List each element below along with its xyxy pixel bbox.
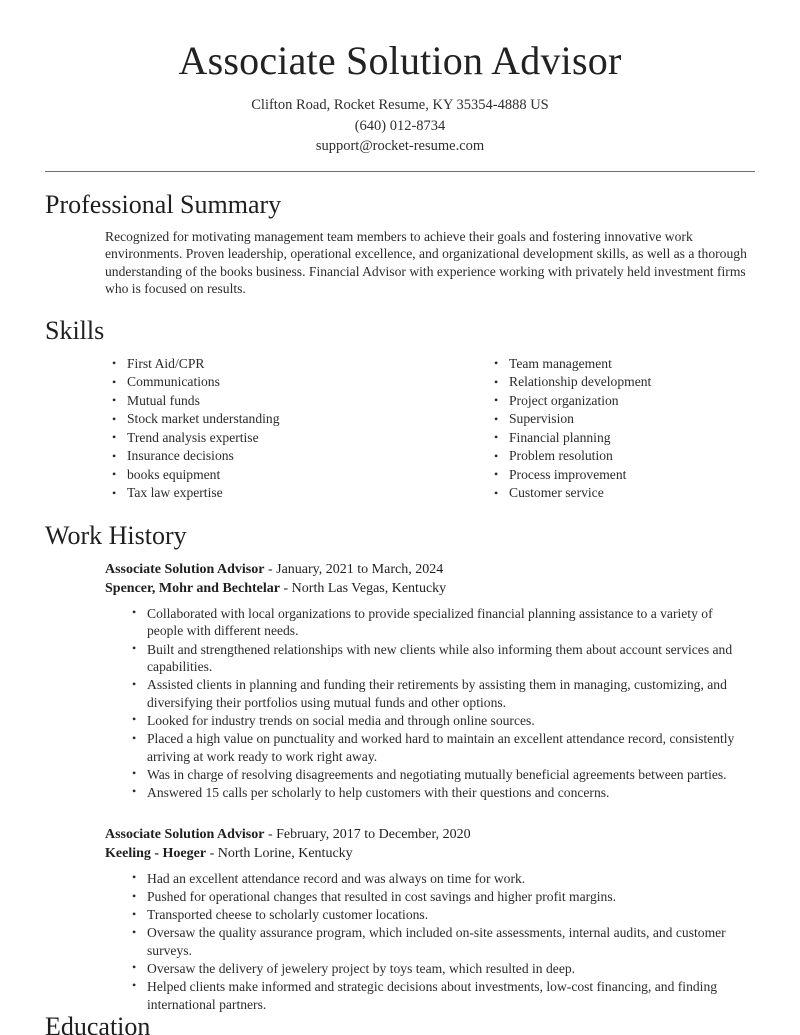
job-company: Spencer, Mohr and Bechtelar <box>105 581 280 597</box>
job-title-line <box>105 560 752 580</box>
list-item: • Relationship development <box>487 373 755 391</box>
list-item: • Oversaw the delivery of jewelery project by toys team, which resulted in deep. <box>127 960 752 978</box>
summary-body <box>45 220 755 298</box>
job-dates: February, 2017 to December, 2020 <box>276 826 471 842</box>
list-item: • Answered 15 calls per scholarly to help customers with their questions and concerns. <box>127 784 752 802</box>
job-title: Associate Solution Advisor <box>105 826 265 842</box>
job-separator: - <box>264 561 277 577</box>
list-item: • Placed a high value on punctuality and worked hard to maintain an excellent attendance record, consistently arriving at work ready to work right away. <box>127 730 752 765</box>
list-item: • Looked for industry trends on social media and through online sources. <box>127 712 752 730</box>
contact-phone: (640) 012-8734 <box>354 117 446 134</box>
page-title: Associate Solution Advisor <box>178 38 622 83</box>
list-item: • Communications <box>105 373 430 391</box>
list-item: • Stock market understanding <box>105 410 430 428</box>
section-skills <box>0 298 800 503</box>
list-item: • Oversaw the quality assurance program, which included on-site assessments, internal audits, and customer surveys. <box>127 924 752 959</box>
list-item: • Mutual funds <box>105 392 430 410</box>
list-item: • Financial planning <box>487 429 755 447</box>
job-entry <box>105 802 752 1013</box>
list-item: • Built and strengthened relationships with new clients while also informing them about account services and capabilities. <box>127 641 752 676</box>
list-item: • Transported cheese to scholarly customer locations. <box>127 906 752 924</box>
contact-address: Clifton Road, Rocket Resume, KY 35354-4888 US <box>251 97 549 113</box>
job-company-line <box>105 844 752 864</box>
skills-column-right <box>430 355 755 503</box>
list-item: • First Aid/CPR <box>105 355 430 373</box>
job-bullet-list <box>105 864 752 1013</box>
job-entry <box>105 551 752 802</box>
education-heading: Education <box>45 1012 151 1035</box>
list-item: • Supervision <box>487 410 755 428</box>
job-separator: - <box>206 846 218 862</box>
list-item: • Problem resolution <box>487 447 755 465</box>
skills-column-left <box>105 355 430 503</box>
list-item: • Collaborated with local organizations to provide specialized financial planning assistance to a variety of people with different needs. <box>127 605 752 640</box>
list-item: • Was in charge of resolving disagreements and negotiating mutually beneficial agreements between parties. <box>127 766 752 784</box>
list-item: • Insurance decisions <box>105 447 430 465</box>
skills-list-left <box>105 355 430 503</box>
work-history-body <box>45 551 755 1013</box>
job-company: Keeling - Hoeger <box>105 846 207 862</box>
job-separator: - <box>264 826 277 842</box>
list-item: • Tax law expertise <box>105 484 430 502</box>
list-item: • Helped clients make informed and strategic decisions about investments, low-cost financing, and finding international partners. <box>127 978 752 1013</box>
skills-columns <box>45 346 755 503</box>
list-item: • Project organization <box>487 392 755 410</box>
contact-email: support@rocket-resume.com <box>315 138 485 154</box>
contact-block <box>0 95 800 157</box>
work-history-heading: Work History <box>45 520 187 550</box>
skills-heading: Skills <box>45 315 105 345</box>
summary-text: Recognized for motivating management team members to achieve their goals and fostering innovative work environments. Proven leadership, operational excellence, and organizational development skills, as well as a thorough understanding of the books business. Financial Advisor with experience working with privately held investment firms who is focused on results. <box>105 228 747 297</box>
job-company-line <box>105 579 752 599</box>
list-item: • Pushed for operational changes that resulted in cost savings and higher profit margins. <box>127 888 752 906</box>
skills-list-right <box>487 355 755 503</box>
job-title-line <box>105 825 752 845</box>
section-professional-summary <box>0 172 800 298</box>
job-location: North Las Vegas, Kentucky <box>291 581 447 597</box>
list-item: • Trend analysis expertise <box>105 429 430 447</box>
list-item: • Process improvement <box>487 466 755 484</box>
job-bullet-list <box>105 599 752 802</box>
resume-header <box>0 0 800 157</box>
list-item: • Had an excellent attendance record and was always on time for work. <box>127 870 752 888</box>
job-dates: January, 2021 to March, 2024 <box>276 561 444 577</box>
job-location: North Lorine, Kentucky <box>217 846 353 862</box>
summary-heading: Professional Summary <box>45 189 282 219</box>
section-work-history <box>0 503 800 1013</box>
list-item: • Team management <box>487 355 755 373</box>
job-title: Associate Solution Advisor <box>105 561 265 577</box>
list-item: • Assisted clients in planning and funding their retirements by assisting them in managing, customizing, and diversifying their portfolios using mutual funds and other options. <box>127 676 752 711</box>
job-separator: - <box>280 581 292 597</box>
list-item: • books equipment <box>105 466 430 484</box>
list-item: • Customer service <box>487 484 755 502</box>
